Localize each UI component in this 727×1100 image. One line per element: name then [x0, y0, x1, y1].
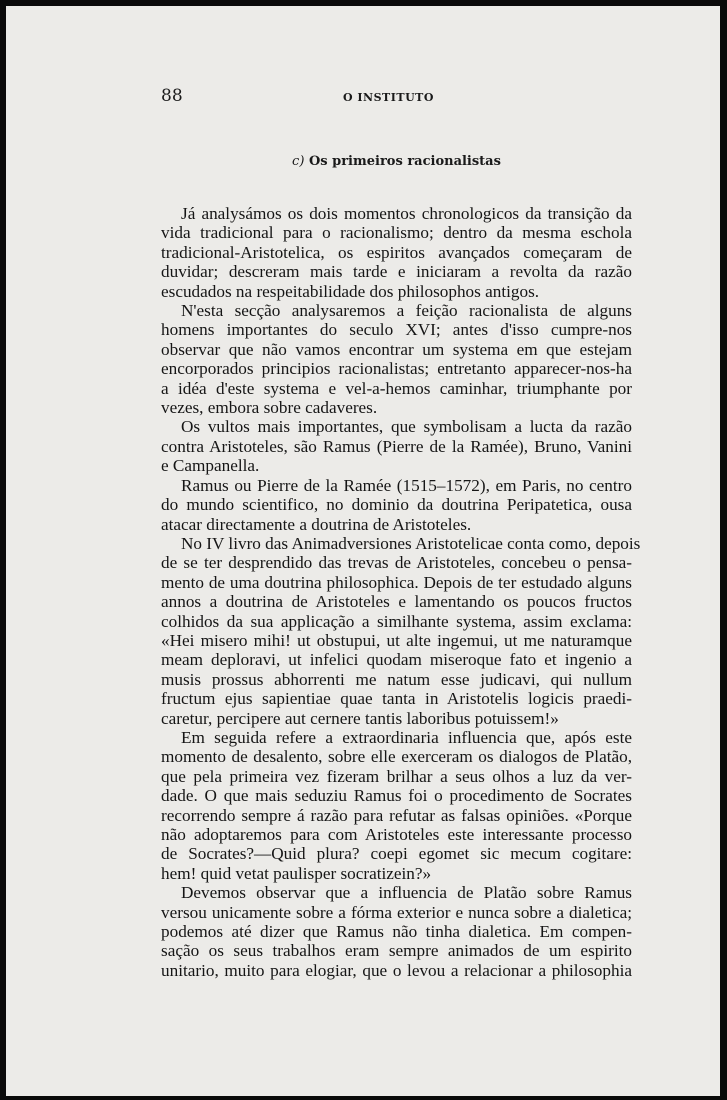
text-line: vezes, embora sobre cadaveres. — [161, 398, 378, 418]
text-line: não adoptaremos para com Aristoteles este interessante processo — [161, 825, 632, 844]
text-line: atacar directamente a doutrina de Aristoteles. — [161, 514, 472, 534]
section-title: Os primeiros racionalistas — [308, 154, 501, 169]
text-line: podemos até dizer que Ramus não tinha dialetica. Em compen- — [161, 922, 632, 942]
paragraph — [161, 417, 632, 475]
text-line: Devemos observar que a influencia de Platão sobre Ramus — [181, 883, 632, 903]
paragraph — [161, 204, 632, 301]
text-line: Ramus ou Pierre de la Ramée (1515–1572), em Paris, no centro — [181, 475, 632, 495]
paragraph — [161, 728, 632, 883]
text-line: sação os seus trabalhos eram sempre animados de um espirito — [161, 941, 632, 961]
text-line: recorrendo sempre á razão para refutar as falsas opiniões. «Porque — [161, 805, 632, 825]
text-line: caretur, percipere aut cernere tantis laboribus potuissem!» — [161, 708, 559, 728]
text-line: N'esta secção analysaremos a feição racionalista de alguns — [181, 301, 632, 321]
running-title: O INSTITUTO — [343, 91, 434, 104]
section-heading — [161, 154, 632, 169]
text-line: e Campanella. — [161, 456, 260, 476]
text-line: de Socrates?—Quid plura? coepi egomet sic mecum cogitare: — [161, 844, 632, 864]
text-line: momento de desalento, sobre elle exerceram os dialogos de Platão, — [161, 747, 632, 767]
paragraph — [161, 533, 641, 728]
text-line: colhidos da sua applicação a similhante systema, assim exclama: — [161, 611, 632, 631]
paragraph — [161, 883, 632, 980]
text-line: homens importantes do seculo XVI; antes d'isso cumpre-nos — [161, 320, 632, 340]
text-line: encorporados principios racionalistas; entretanto apparecer-nos-ha — [161, 359, 632, 379]
text-line: a idéa d'este systema e vel-a-hemos caminhar, triumphante por — [161, 378, 632, 398]
body-text — [161, 204, 641, 980]
page-number: 88 — [161, 86, 183, 106]
text-line: observar que não vamos encontrar um systema em que estejam — [161, 339, 632, 359]
text-line: do mundo scientifico, no dominio da doutrina Peripatetica, ousa — [161, 495, 632, 515]
paragraph — [161, 301, 632, 417]
text-line: escudados na respeitabilidade dos philosophos antigos. — [161, 281, 540, 301]
text-line: annos a doutrina de Aristoteles e lamentando os poucos fructos — [161, 592, 632, 612]
section-marker: c) — [292, 154, 305, 169]
text-line: musis prossus abhorrenti me natum esse judicavi, qui nullum — [161, 669, 632, 689]
text-line: versou unicamente sobre a fórma exterior e nunca sobre a dialetica; — [161, 902, 632, 922]
text-line: Já analysámos os dois momentos chronologicos da transição da — [181, 204, 632, 223]
text-line: dade. O que mais seduziu Ramus foi o procedimento de Socrates — [161, 786, 632, 806]
text-line: «Hei misero mihi! ut obstupui, ut alte ingemui, ut me naturamque — [161, 630, 632, 650]
text-line: mento de uma doutrina philosophica. Depois de ter estudado alguns — [161, 572, 632, 592]
text-line: que pela primeira vez fizeram brilhar a seus olhos a luz da ver- — [161, 766, 632, 786]
text-line: meam deploravi, ut infelici quodam miseroque fato et ingenio a — [161, 650, 632, 670]
text-line: duvidar; descreram mais tarde e iniciaram a revolta da razão — [161, 262, 632, 282]
text-line: fructum ejus sapientiae quae tanta in Aristotelis logicis praedi- — [161, 689, 632, 709]
text-line: hem! quid vetat paulisper socratizein?» — [161, 863, 432, 883]
page-header — [6, 86, 720, 108]
text-line: unitario, muito para elogiar, que o levou a relacionar a philosophia — [161, 960, 632, 980]
book-page — [6, 6, 720, 1096]
text-line: No IV livro das Animadversiones Aristotelicae conta como, depois — [181, 533, 641, 553]
paragraph — [161, 476, 632, 534]
text-line: de se ter desprendido das trevas de Aristoteles, concebeu o pensa- — [161, 553, 632, 573]
text-line: tradicional-Aristotelica, os espiritos avançados começaram de — [161, 242, 632, 262]
text-line: Os vultos mais importantes, que symbolisam a lucta da razão — [181, 417, 632, 437]
text-line: contra Aristoteles, são Ramus (Pierre de la Ramée), Bruno, Vanini — [161, 436, 632, 456]
text-line: Em seguida refere a extraordinaria influencia que, após este — [181, 727, 632, 747]
text-line: vida tradicional para o racionalismo; dentro da mesma eschola — [161, 223, 632, 243]
